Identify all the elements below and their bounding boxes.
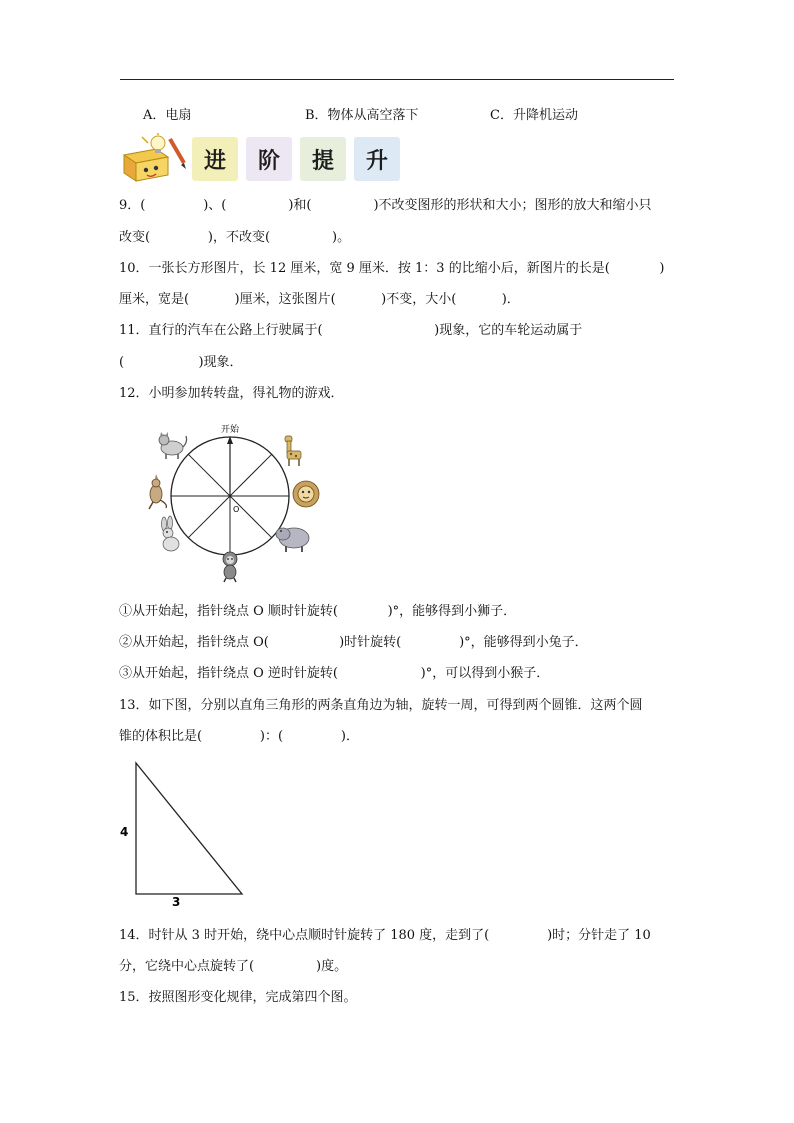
wheel-center-label: O	[233, 505, 240, 514]
triangle-base-label: 3	[172, 895, 181, 906]
triangle-height-label: 4	[120, 825, 129, 839]
question-14-line-2: 分，它绕中心点旋转了( )度。	[119, 959, 348, 974]
question-10-line-2: 厘米，宽是( )厘米，这张图片( )不变，大小( )．	[119, 292, 520, 307]
question-9-line-2: 改变( )，不改变( )。	[119, 230, 351, 245]
spinner-wheel-figure	[140, 420, 340, 590]
question-12-part-a: ①从开始起，指针绕点 O 顺时针旋转( )°，能够得到小狮子．	[119, 604, 517, 619]
question-13-line-1: 13．如下图，分别以直角三角形的两条直角边为轴，旋转一周，可得到两个圆锥．这两个圆	[119, 698, 643, 713]
mascot-icon	[118, 133, 190, 185]
banner-char-4: 升	[354, 137, 400, 181]
right-triangle-figure	[114, 756, 254, 906]
question-9-line-1: 9．( )、( )和( )不改变图形的形状和大小；图形的放大和缩小只	[119, 198, 652, 213]
section-banner	[118, 133, 408, 185]
wheel-start-label: 开始	[220, 425, 240, 435]
giraffe-icon	[285, 436, 301, 466]
kangaroo-icon	[149, 474, 166, 509]
monkey-icon	[223, 552, 237, 582]
question-10-line-1: 10．一张长方形图片，长 12 厘米，宽 9 厘米．按 1：3 的比缩小后，新图片的长是( )	[119, 261, 665, 276]
option-a: A．电扇	[143, 108, 192, 123]
question-12-line-1: 12．小明参加转转盘，得礼物的游戏．	[119, 386, 344, 401]
question-11-line-1: 11．直行的汽车在公路上行驶属于( )现象，它的车轮运动属于	[119, 323, 583, 338]
banner-char-1: 进	[192, 137, 238, 181]
question-15-line-1: 15．按照图形变化规律，完成第四个图。	[119, 990, 357, 1005]
cat-icon	[159, 432, 187, 459]
banner-char-3: 提	[300, 137, 346, 181]
question-14-line-1: 14．时针从 3 时开始，绕中心点顺时针旋转了 180 度，走到了( )时；分针走了 10	[119, 928, 651, 943]
banner-char-2: 阶	[246, 137, 292, 181]
option-b: B．物体从高空落下	[305, 108, 419, 123]
lion-icon	[293, 481, 319, 507]
wheel-pointer	[227, 436, 233, 496]
hippo-icon	[276, 528, 309, 552]
question-13-line-2: 锥的体积比是( )：( )．	[119, 729, 359, 744]
question-12-part-b: ②从开始起，指针绕点 O( )时针旋转( )°，能够得到小兔子．	[119, 635, 588, 650]
question-11-line-2: ( )现象．	[119, 355, 243, 370]
option-c: C．升降机运动	[490, 108, 578, 123]
question-12-part-c: ③从开始起，指针绕点 O 逆时针旋转( )°，可以得到小猴子．	[119, 666, 550, 681]
header-rule	[120, 79, 674, 80]
right-triangle	[136, 763, 242, 894]
